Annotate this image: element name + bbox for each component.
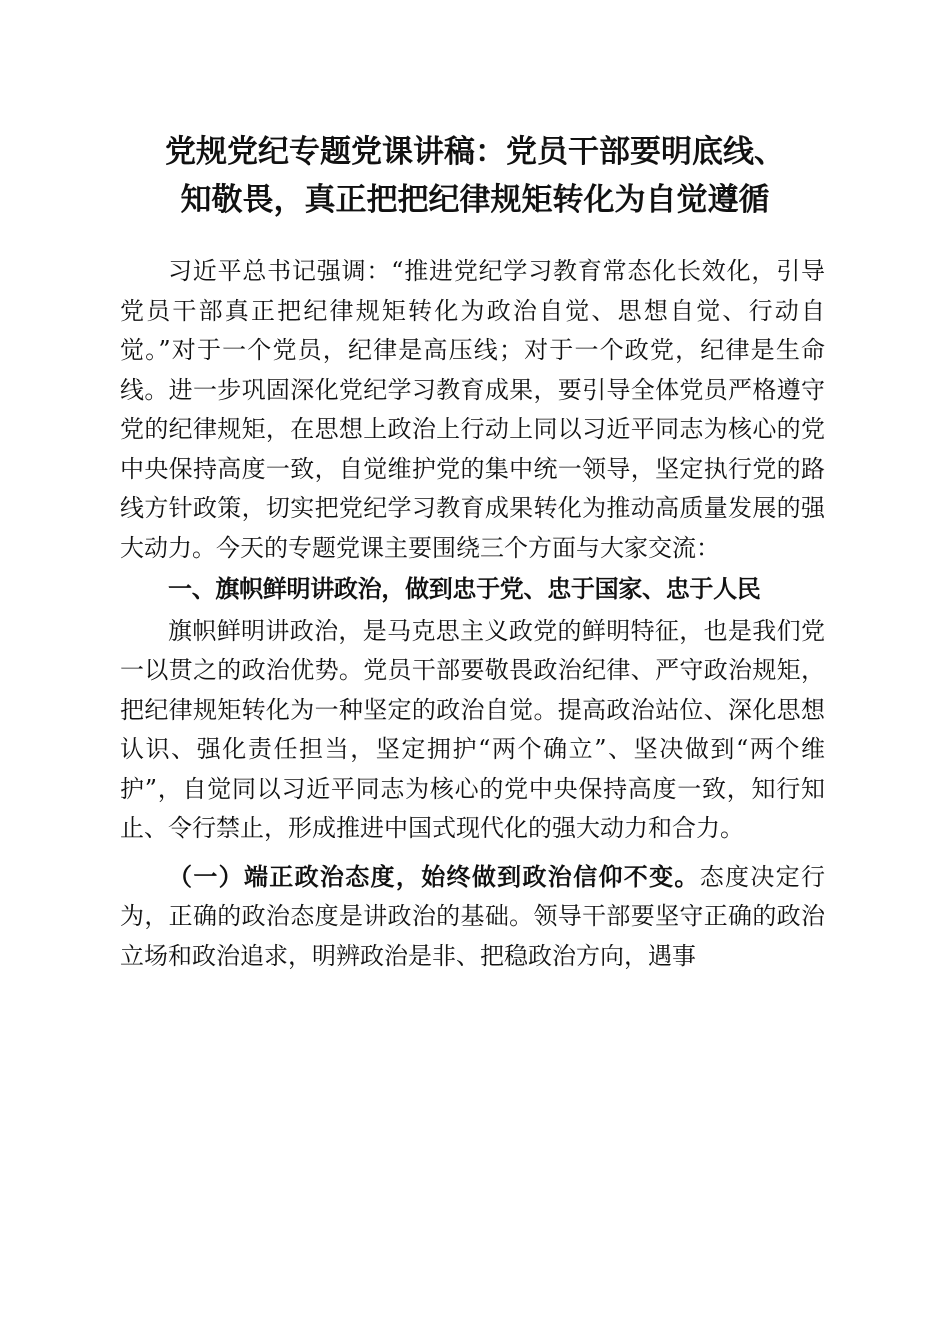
- intro-paragraph: 习近平总书记强调：“推进党纪学习教育常态化长效化，引导党员干部真正把纪律规矩转化为政治自觉、思想自觉、行动自觉。”对于一个党员，纪律是高压线；对于一个政党，纪律是生命线。进一步巩固深化党纪学习教育成果，要引导全体党员严格遵守党的纪律规矩，在思想上政治上行动上同以习近平同志为核心的党中央保持高度一致，自觉维护党的集中统一领导，坚定执行党的路线方针政策，切实把党纪学习教育成果转化为推动高质量发展的强大动力。今天的专题党课主要围绕三个方面与大家交流：: [120, 257, 825, 562]
- title-line-1: 党规党纪专题党课讲稿：党员干部要明底线、: [165, 134, 785, 170]
- document-title: [100, 128, 850, 224]
- subsection-1-paragraph: [120, 857, 825, 977]
- document-body: [120, 252, 825, 976]
- title-line-2: 知敬畏，真正把把纪律规矩转化为自觉遵循: [180, 182, 770, 218]
- section-1-paragraph: 旗帜鲜明讲政治，是马克思主义政党的鲜明特征，也是我们党一以贯之的政治优势。党员干部要敬畏政治纪律、严守政治规矩，把纪律规矩转化为一种坚定的政治自觉。提高政治站位、深化思想认识、强化责任担当，坚定拥护“两个确立”、坚决做到“两个维护”，自觉同以习近平同志为核心的党中央保持高度一致，知行知止、令行禁止，形成推进中国式现代化的强大动力和合力。: [120, 616, 825, 842]
- subsection-1-lead: （一）端正政治态度，始终做到政治信仰不变。: [168, 861, 700, 891]
- subsection-1-body: 态度决定行为，正确的政治态度是讲政治的基础。领导干部要坚守正确的政治立场和政治追求，明辨政治是非、把稳政治方向，遇事: [120, 862, 825, 970]
- section-heading-1: 一、旗帜鲜明讲政治，做到忠于党、忠于国家、忠于人民: [168, 575, 761, 603]
